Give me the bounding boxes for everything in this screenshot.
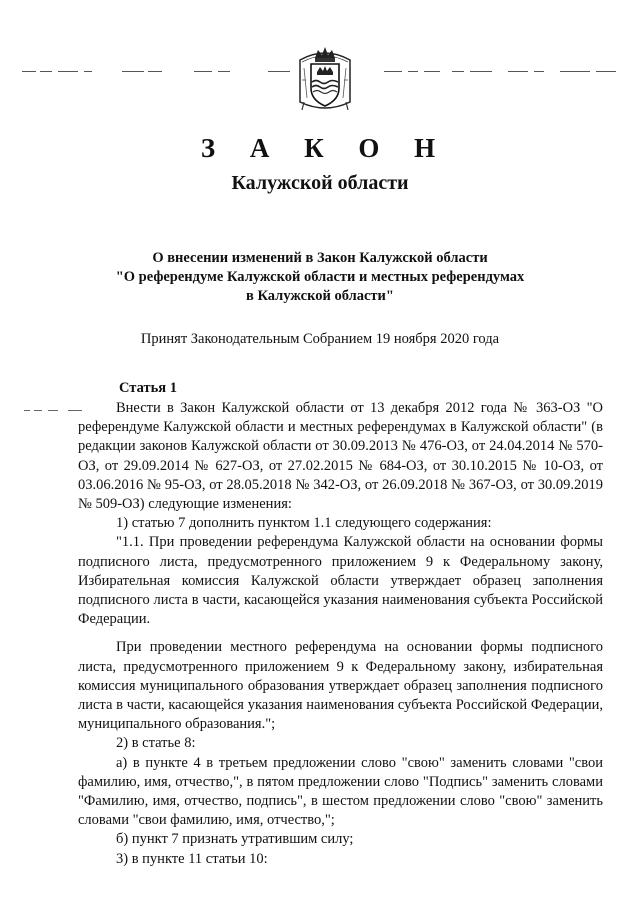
adoption-note: Принят Законодательным Собранием 19 ноября 2020 года <box>140 331 500 347</box>
paragraph: 1) статью 7 дополнить пунктом 1.1 следующего содержания: <box>116 515 492 532</box>
document-title: З А К О Н <box>200 133 450 163</box>
coat-of-arms-icon <box>296 44 354 116</box>
paragraph: 2) в статье 8: <box>116 735 196 752</box>
paragraph: 3) в пункте 11 статьи 10: <box>116 850 268 867</box>
heading-line-2: "О референдуме Калужской области и местных референдумах <box>115 269 525 285</box>
paragraph: При проведении местного референдума на основании формы подписного листа, предусмотренного приложением 9 к Федеральному закону, избирательная комиссия муниципального образования утверждает образец заполнения подписного листа в части, касающейся указания наименования субъекта Российской Федерации, муниципального образования."; <box>78 639 603 733</box>
paragraph: Внести в Закон Калужской области от 13 декабря 2012 года № 363-ОЗ "О референдуме Калужской области и местных референдумах в Калужской области" (в редакции законов Калужской области от 30.09.2013 № 476-ОЗ, от 24.04.2014 № 570-ОЗ, от 29.09.2014 № 627-ОЗ, от 27.02.2015 № 684-ОЗ, от 30.10.2015 № 10-ОЗ, от 03.06.2016 № 95-ОЗ, от 28.05.2018 № 342-ОЗ, от 26.09.2018 № 367-ОЗ, от 30.09.2019 № 509-ОЗ) следующие изменения: <box>78 400 603 513</box>
paragraph: "1.1. При проведении референдума Калужской области на основании формы подписного листа, предусмотренного приложением 9 к Федеральному закону, Избирательная комиссия Калужской области утверждает образец заполнения подписного листа в части, касающейся указания наименования субъекта Российской Федерации. <box>78 534 603 628</box>
heading-line-3: в Калужской области" <box>246 288 394 304</box>
document-subtitle: Калужской области <box>231 172 409 194</box>
article-body <box>78 399 603 869</box>
law-heading <box>0 249 640 306</box>
article-title: Статья 1 <box>119 380 177 396</box>
paragraph: б) пункт 7 признать утратившим силу; <box>116 831 354 848</box>
paragraph: а) в пункте 4 в третьем предложении слово "свою" заменить словами "свои фамилию, имя, отчество,", в пятом предложении слово "Подпись" заменить словами "Фамилию, имя, отчество, подпись", в шестом предложении слово "свою" заменить словами "свои фамилию, имя, отчество,"; <box>78 754 603 829</box>
heading-line-1: О внесении изменений в Закон Калужской области <box>152 250 488 266</box>
